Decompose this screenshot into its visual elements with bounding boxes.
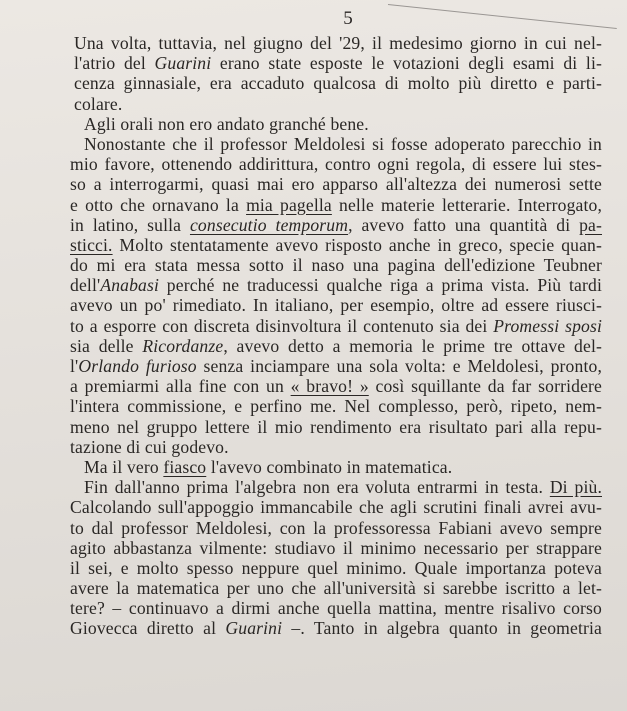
text-line <box>46 174 602 194</box>
text-span: l' <box>70 356 79 376</box>
text-span: erano state esposte le votazioni degli esami di li- <box>211 53 603 74</box>
underlined-text: fiasco <box>163 456 207 477</box>
text-line <box>46 437 602 457</box>
text-span: senza inciampare una sola volta: e Meldolesi, pronto, <box>196 356 602 376</box>
underlined-text: Di più. <box>549 477 602 498</box>
text-line <box>46 235 602 255</box>
italic-text: Orlando furioso <box>78 356 197 376</box>
italic-text: Guarini <box>225 618 283 639</box>
text-span: nelle materie letterarie. Interrogato, <box>331 194 603 215</box>
text-line <box>46 255 602 275</box>
text-span: avevo un po' rimediato. In italiano, per esempio, oltre ad essere riusci- <box>70 295 602 316</box>
text-span: to a esporre con discreta disinvoltura il contenuto sia dei <box>70 315 494 336</box>
text-line <box>46 275 602 295</box>
text-span: Calcolando sull'appoggio immancabile che agli scrutini finali avrei avu- <box>70 497 602 518</box>
text-line <box>46 578 602 598</box>
text-line <box>46 154 602 174</box>
text-span: il sei, e molto spesso neppure quel minimo. Quale importanza poteva <box>70 557 602 578</box>
page-number: 5 <box>343 8 353 29</box>
text-span: sia delle <box>70 335 143 356</box>
text-line <box>46 376 602 396</box>
text-span: Giovecca diretto al <box>70 618 226 639</box>
text-span: Molto stentatamente avevo risposto anche in greco, specie quan- <box>112 234 602 255</box>
text-line <box>46 316 602 336</box>
text-span: Nonostante che il professor Meldolesi si fosse adoperato parecchio in <box>84 133 602 154</box>
italic-text: Anabasi <box>100 275 160 296</box>
page-rule <box>388 4 617 29</box>
underlined-text: pa- <box>579 214 602 235</box>
text-span: do mi era stata messa sotto il naso una pagina dell'edizione Teubner <box>70 255 602 276</box>
text-line <box>46 598 602 618</box>
underlined-text: sticci. <box>70 234 113 255</box>
text-line <box>46 558 602 578</box>
text-span: avere la matematica per uno che all'università si sarebbe iscritto a let- <box>70 578 602 599</box>
text-span: Una volta, tuttavia, nel giugno del '29, il medesimo giorno in cui nel- <box>74 33 602 53</box>
text-span: perché ne traducessi qualche riga a prima vista. Più tardi <box>159 275 602 296</box>
text-line <box>46 477 602 497</box>
text-line <box>46 114 602 134</box>
text-span: così squillante da far sorridere <box>368 376 602 397</box>
text-span: Agli orali non ero andato granché bene. <box>84 113 369 134</box>
text-line <box>46 295 602 315</box>
text-span: tazione di cui godevo. <box>70 436 229 457</box>
text-span: colare. <box>74 93 123 114</box>
text-span: l'avevo combinato in matematica. <box>206 456 453 477</box>
text-line <box>46 356 602 376</box>
text-line <box>46 457 602 477</box>
text-span: tere? – continuavo a dirmi anche quella mattina, mentre risalivo corso <box>70 598 602 619</box>
text-line <box>46 73 602 93</box>
underlined-text: consecutio temporum <box>189 214 349 235</box>
text-line <box>46 396 602 416</box>
text-line <box>46 497 602 517</box>
text-span: l'intera commissione, e perfino me. Nel complesso, però, ripeto, nem- <box>70 396 602 417</box>
text-span: l'atrio del <box>74 53 155 74</box>
text-line <box>46 134 602 154</box>
text-line <box>46 53 602 73</box>
text-span: in latino, sulla <box>70 214 190 235</box>
text-line <box>46 538 602 558</box>
text-span: agito abbastanza vilmente: studiavo il minimo necessario per strappare <box>70 537 602 558</box>
text-span: , avevo detto a memoria le prime tre ottave del- <box>223 335 602 356</box>
text-span: meno nel gruppo lettere il mio rendimento era risultato pari alla repu- <box>70 416 602 437</box>
underlined-text: « bravo! » <box>290 376 369 397</box>
body-text <box>46 33 602 639</box>
italic-text: Ricordanze <box>142 335 224 356</box>
text-span: to dal professor Meldolesi, con la professoressa Fabiani avevo sempre <box>70 517 602 538</box>
text-span: Fin dall'anno prima l'algebra non era voluta entrarmi in testa. <box>84 477 550 498</box>
text-line <box>46 618 602 638</box>
underlined-text: mia pagella <box>246 194 332 215</box>
text-line <box>46 195 602 215</box>
text-line <box>46 417 602 437</box>
text-span: so a interrogarmi, quasi mai ero apparso all'altezza dei numerosi sette <box>70 174 602 195</box>
text-span: , avevo fatto una quantità di <box>348 214 580 235</box>
text-span: a premiarmi alla fine con un <box>70 376 291 397</box>
italic-text: Promessi sposi <box>493 315 603 336</box>
text-line <box>46 94 602 114</box>
text-span: cenza ginnasiale, era accaduto qualcosa di molto più diretto e parti- <box>74 73 602 94</box>
text-span: e otto che ornavano la <box>70 194 247 215</box>
italic-text: Guarini <box>154 53 212 74</box>
text-line <box>46 33 602 53</box>
text-line <box>46 518 602 538</box>
text-span: Ma il vero <box>84 456 164 477</box>
text-line <box>46 336 602 356</box>
text-line <box>46 215 602 235</box>
text-span: dell' <box>70 275 101 296</box>
text-span: –. Tanto in algebra quanto in geometria <box>282 618 602 639</box>
text-span: mio favore, ottenendo addirittura, contro ogni regola, di essere lui stes- <box>70 154 602 175</box>
